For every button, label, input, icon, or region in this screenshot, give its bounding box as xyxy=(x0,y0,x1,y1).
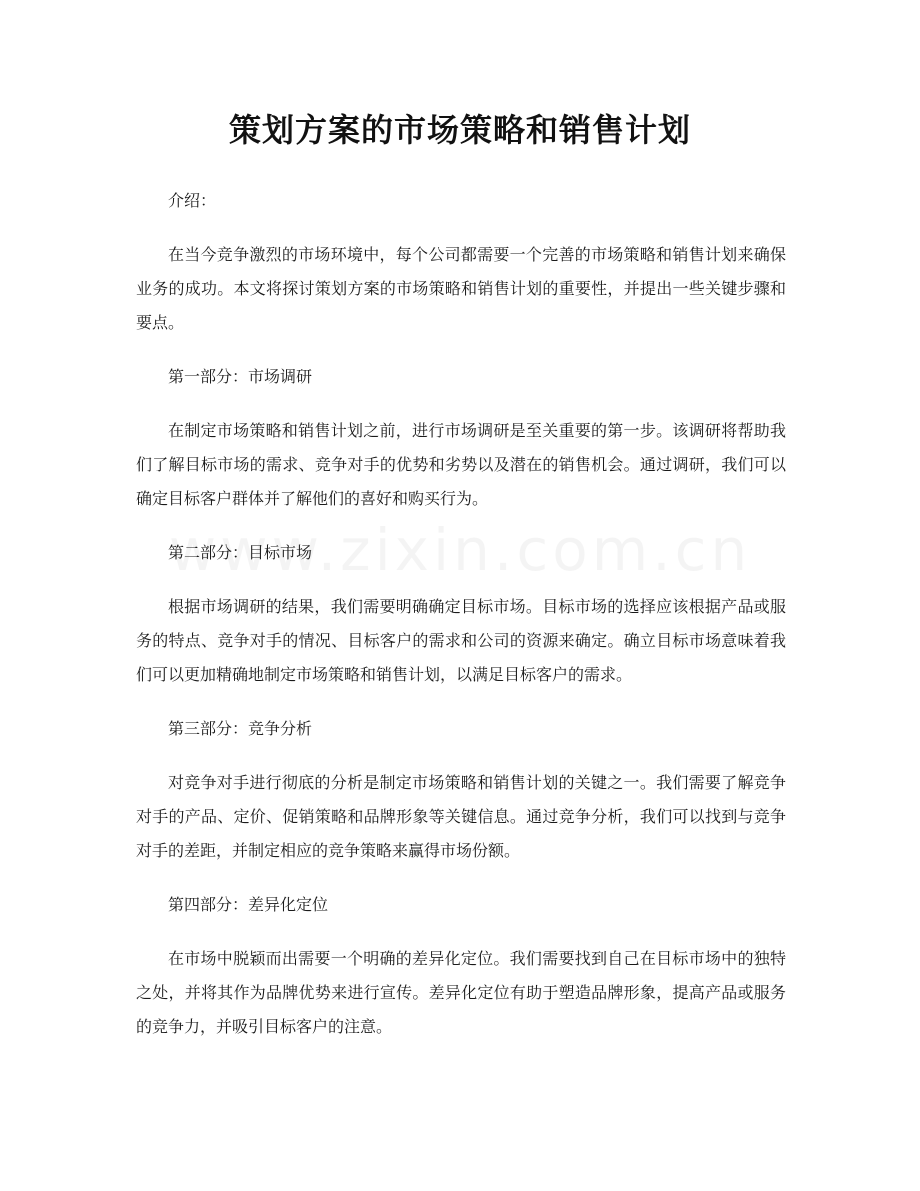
section-intro xyxy=(136,184,786,340)
section-market-research xyxy=(136,360,786,516)
document-body xyxy=(136,184,786,1064)
section-differentiation xyxy=(136,888,786,1044)
section-heading: 第二部分：目标市场 xyxy=(168,543,313,562)
section-paragraph: 在市场中脱颖而出需要一个明确的差异化定位。我们需要找到自己在目标市场中的独特之处，并将其作为品牌优势来进行宣传。差异化定位有助于塑造品牌形象，提高产品或服务的竞争力，并吸引目标客户的注意。 xyxy=(136,949,786,1036)
section-target-market xyxy=(136,536,786,692)
section-paragraph: 根据市场调研的结果，我们需要明确确定目标市场。目标市场的选择应该根据产品或服务的特点、竞争对手的情况、目标客户的需求和公司的资源来确定。确立目标市场意味着我们可以更加精确地制定市场策略和销售计划，以满足目标客户的需求。 xyxy=(136,597,786,684)
section-heading: 介绍： xyxy=(168,191,217,210)
section-paragraph: 对竞争对手进行彻底的分析是制定市场策略和销售计划的关键之一。我们需要了解竞争对手的产品、定价、促销策略和品牌形象等关键信息。通过竞争分析，我们可以找到与竞争对手的差距，并制定相应的竞争策略来赢得市场份额。 xyxy=(136,773,786,860)
section-heading: 第一部分：市场调研 xyxy=(168,367,313,386)
section-paragraph: 在制定市场策略和销售计划之前，进行市场调研是至关重要的第一步。该调研将帮助我们了解目标市场的需求、竞争对手的优势和劣势以及潜在的销售机会。通过调研，我们可以确定目标客户群体并了解他们的喜好和购买行为。 xyxy=(136,421,786,508)
section-heading: 第四部分：差异化定位 xyxy=(168,895,329,914)
page-title: 策划方案的市场策略和销售计划 xyxy=(228,111,691,149)
section-paragraph: 在当今竞争激烈的市场环境中，每个公司都需要一个完善的市场策略和销售计划来确保业务的成功。本文将探讨策划方案的市场策略和销售计划的重要性，并提出一些关键步骤和要点。 xyxy=(136,245,786,332)
section-heading: 第三部分：竞争分析 xyxy=(168,719,313,738)
section-competition-analysis xyxy=(136,712,786,868)
